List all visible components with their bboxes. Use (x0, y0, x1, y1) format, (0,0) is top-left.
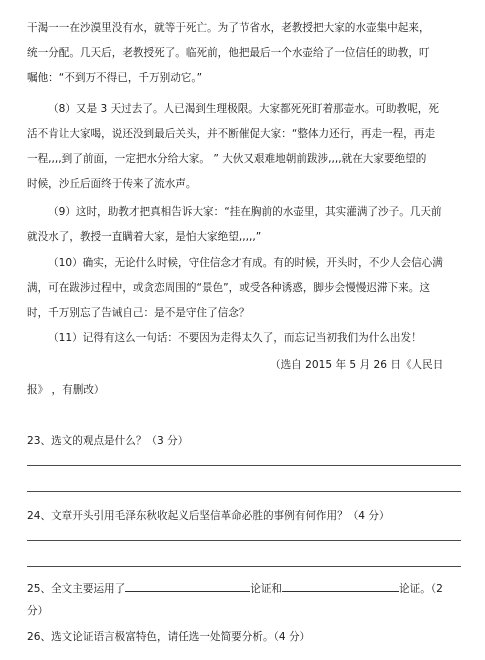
question-26: 26、选文论证语言极富特色，请任选一处简要分析。（4 分） (27, 631, 311, 643)
passage-line: 活不肯让大家喝，说还没到最后关头，并不断催促大家：“整体力还行，再走一程，再走 (27, 128, 436, 140)
passage-line: 干渴一一在沙漠里没有水，就等于死亡。为了节省水，老教授把大家的水壶集中起来， (27, 22, 430, 34)
answer-line-24-1[interactable] (27, 540, 461, 541)
passage-line: 嘱他：“不到万不得已，千万别动它。” (27, 72, 203, 84)
source-citation: （选自 2015 年 5 月 26 日《人民日 (270, 359, 444, 371)
fill-blank-1[interactable] (125, 580, 250, 592)
paragraph-9: （9）这时，助教才把真相告诉大家：“挂在胸前的水壶里，其实灌满了沙子。几天前 (48, 206, 442, 218)
paragraph-8: （8）又是 3 天过去了。人已渴到生理极限。大家都死死盯着那壶水。可助教呢，死 (48, 103, 439, 115)
fill-blank-2[interactable] (282, 580, 399, 592)
passage-line: 统一分配。几天后，老教授死了。临死前，他把最后一个水壶给了一位信任的助教，叮 (27, 47, 430, 59)
passage-line: 满，可在跋涉过程中，或贪恋周围的“景色”，或受各种诱惑，脚步会慢慢迟滞下来。这 (27, 282, 430, 294)
passage-line: 时候，沙丘后面终于传来了流水声。 (27, 178, 197, 190)
question-24: 24、文章开头引用毛泽东秋收起义后坚信革命必胜的事例有何作用？（4 分） (27, 510, 390, 522)
passage-line: 时，千万别忘了告诫自己：是不是守住了信念？ (27, 307, 250, 319)
passage-line: 一程,,,,到了前面，一定把水分给大家。 ” 大伙又艰难地朝前跋涉,,,,就在大家要绝望的 (27, 153, 427, 165)
answer-line-23-2[interactable] (27, 491, 461, 492)
answer-line-24-2[interactable] (27, 566, 461, 567)
answer-line-23-1[interactable] (27, 465, 461, 466)
question-25 (27, 580, 463, 596)
question-25-cont: 分） (27, 605, 49, 617)
passage-line: 就没水了，教授一直瞒着大家，是怕大家绝望,,,,,” (27, 231, 262, 243)
question-25-text: 论证和 (250, 583, 283, 595)
source-citation-cont: 报》 ，有删改） (27, 384, 105, 396)
question-25-text: 25、全文主要运用了 (27, 583, 126, 595)
question-25-text: 论证。（2 (399, 583, 443, 595)
question-23: 23、选文的观点是什么？（3 分） (27, 435, 189, 447)
paragraph-11: （11）记得有这么一句话：不要因为走得太久了，而忘记当初我们为什么出发！ (48, 332, 422, 344)
paragraph-10: （10）确实，无论什么时候，守住信念才有成。有的时候，开头时，不少人会信心满 (48, 257, 443, 269)
